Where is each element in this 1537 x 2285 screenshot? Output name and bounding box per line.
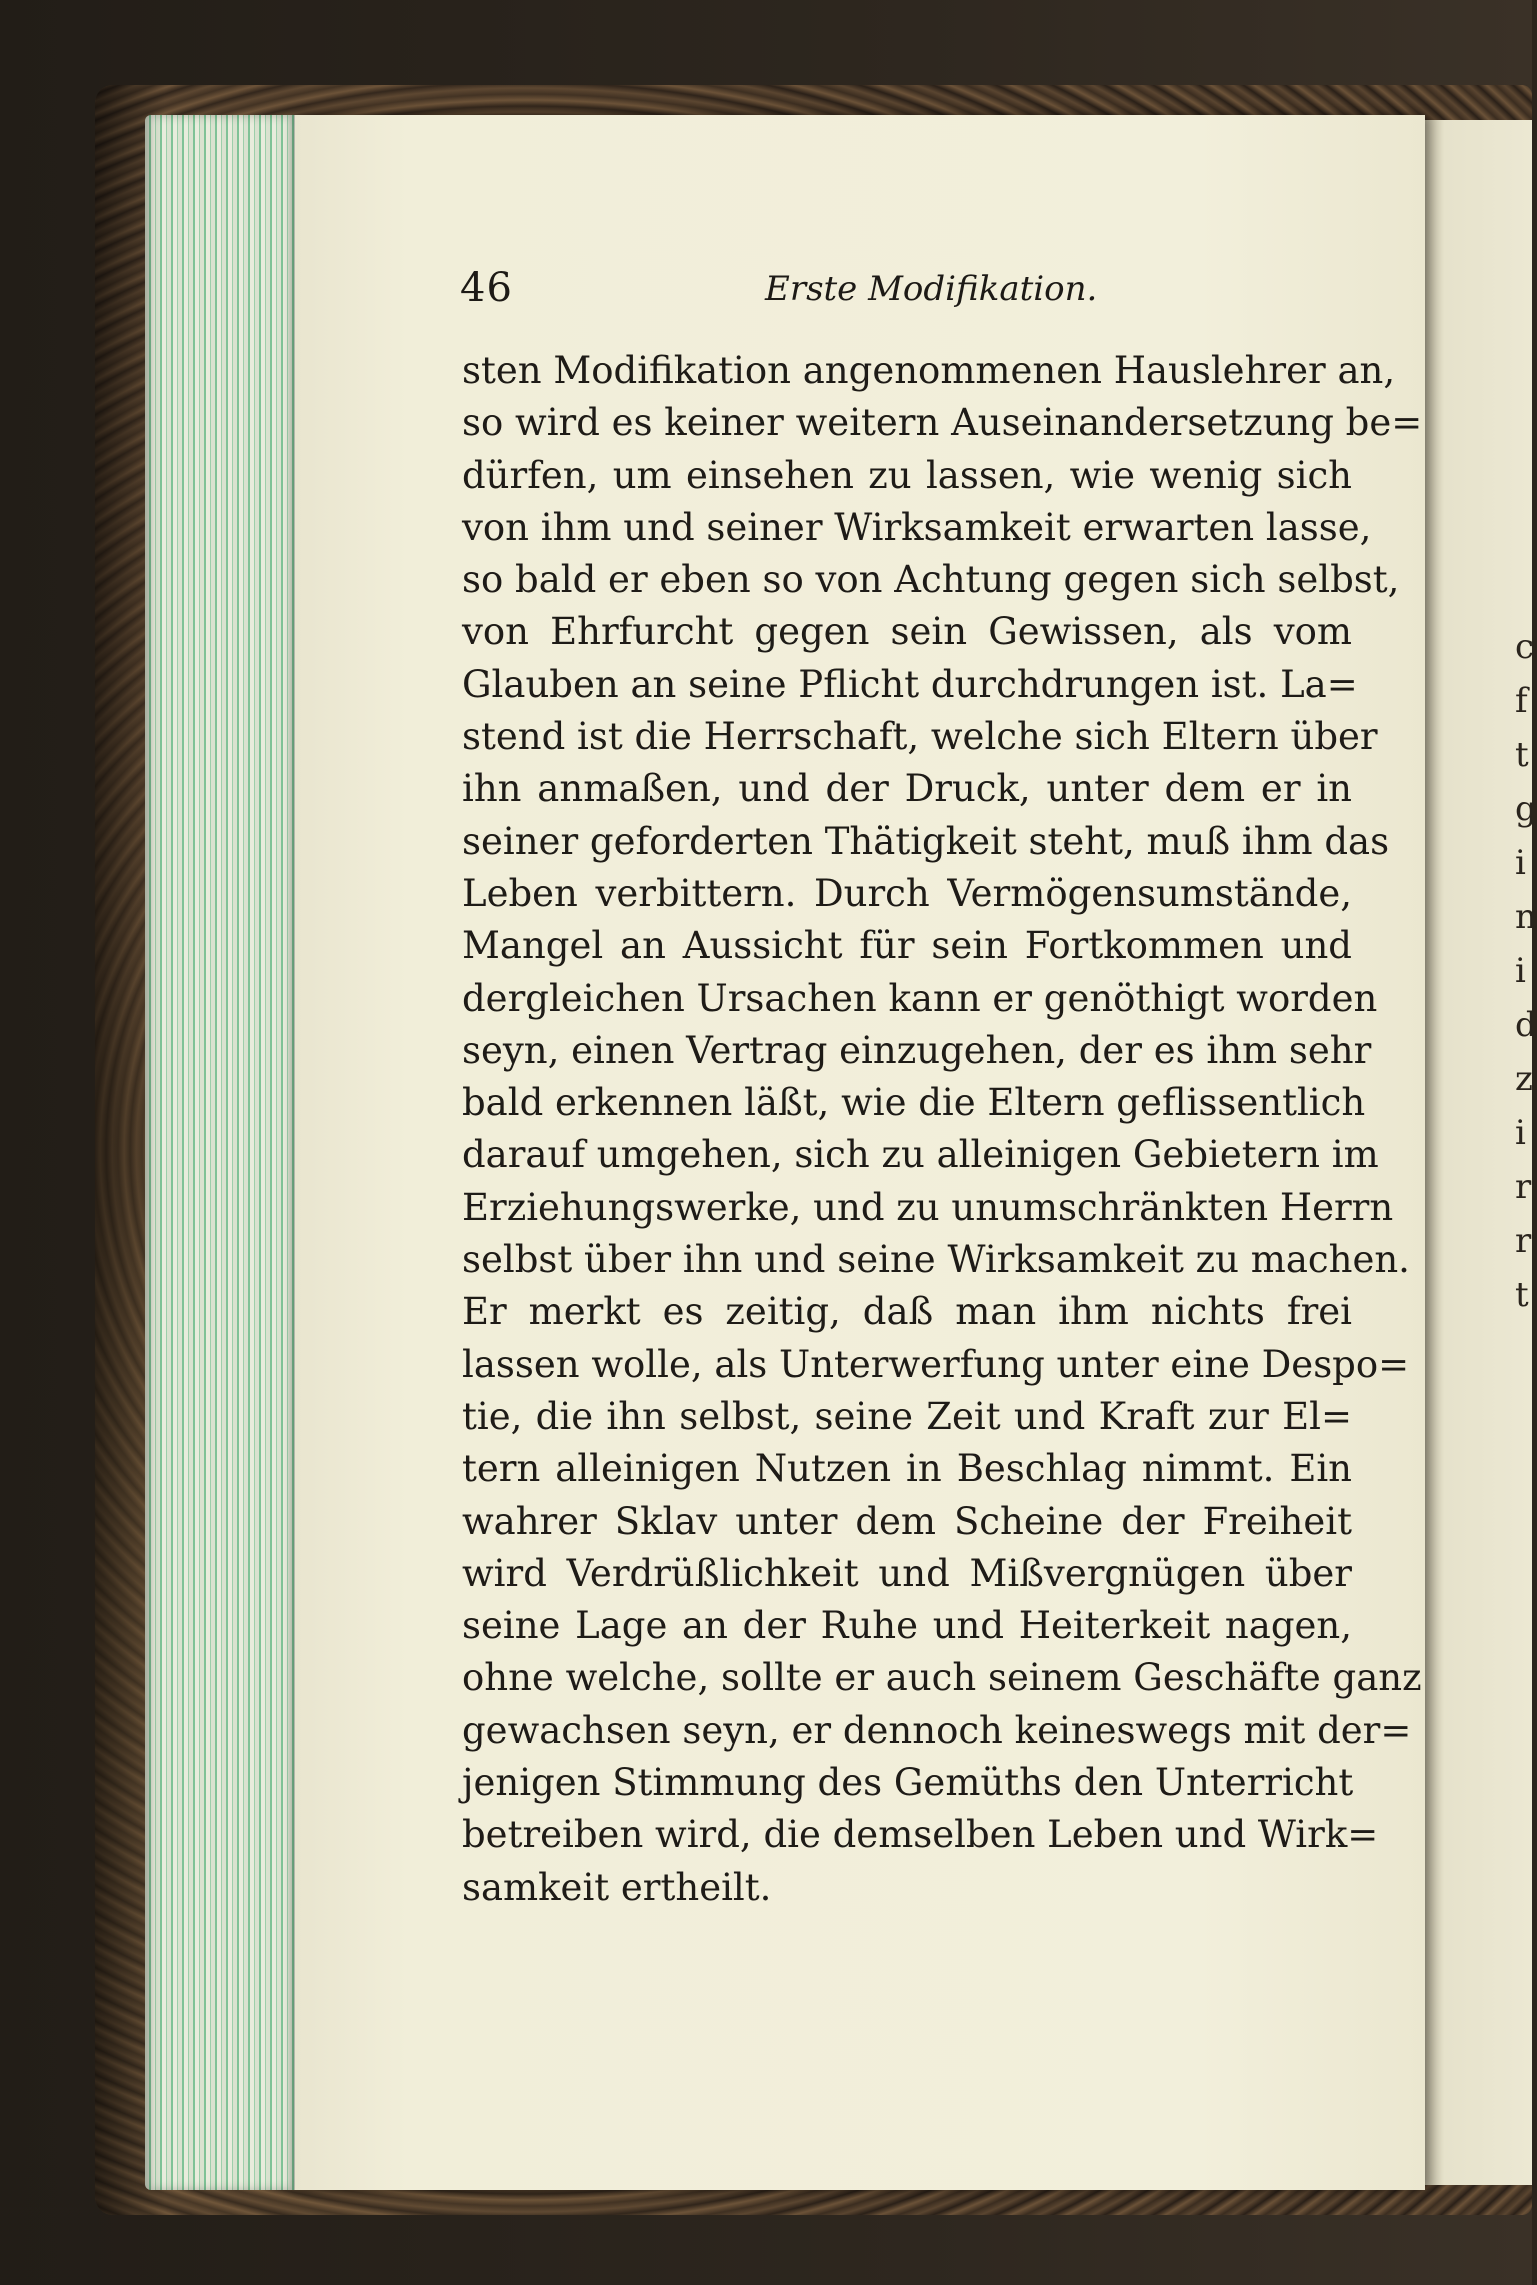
text-line: so bald er eben so von Achtung gegen sich selbst, <box>462 558 1400 602</box>
text-line: so wird es keiner weitern Auseinandersetzung be= <box>462 401 1423 445</box>
text-line: Er merkt es zeitig, daß man ihm nichts frei <box>462 1290 1352 1334</box>
text-line: dergleichen Ursachen kann er genöthigt worden <box>462 976 1378 1020</box>
text-line: jenigen Stimmung des Gemüths den Unterricht <box>462 1761 1354 1805</box>
text-line: wahrer Sklav unter dem Scheine der Freiheit <box>462 1499 1352 1543</box>
text-line: von ihm und seiner Wirksamkeit erwarten lasse, <box>462 505 1372 549</box>
text-line: Erziehungswerke, und zu unumschränkten Herrn <box>462 1185 1394 1229</box>
text-line: seyn, einen Vertrag einzugehen, der es ihm sehr <box>462 1028 1372 1072</box>
text-line: dürfen, um einsehen zu lassen, wie wenig sich <box>462 453 1352 497</box>
text-line: sten Modifikation angenommenen Hauslehrer an, <box>462 349 1396 392</box>
text-line: wird Verdrüßlichkeit und Mißvergnügen über <box>462 1551 1352 1595</box>
text-line: samkeit ertheilt. <box>462 1865 772 1909</box>
facing-page-text-fragments: c f t g i n i d z i r r t <box>1515 627 1537 1315</box>
text-line: darauf umgehen, sich zu alleinigen Gebietern im <box>462 1133 1379 1177</box>
text-line: seiner geforderten Thätigkeit steht, muß ihm das <box>462 819 1390 863</box>
text-line: selbst über ihn und seine Wirksamkeit zu machen. <box>462 1238 1410 1282</box>
text-line: stend ist die Herrschaft, welche sich Eltern über <box>462 715 1378 759</box>
text-line: tern alleinigen Nutzen in Beschlag nimmt. Ein <box>462 1447 1352 1491</box>
text-line: ohne welche, sollte er auch seinem Geschäfte ganz <box>462 1656 1422 1700</box>
text-line: seine Lage an der Ruhe und Heiterkeit nagen, <box>462 1604 1352 1648</box>
text-line: bald erkennen läßt, wie die Eltern geflissentlich <box>462 1081 1366 1125</box>
text-line: von Ehrfurcht gegen sein Gewissen, als vom <box>462 610 1352 654</box>
page-number: 46 <box>460 265 513 311</box>
text-line: gewachsen seyn, er dennoch keineswegs mit der= <box>462 1708 1412 1752</box>
running-head: Erste Modifikation. <box>765 269 1098 309</box>
text-line: tie, die ihn selbst, seine Zeit und Kraft zur El= <box>462 1394 1352 1438</box>
text-line: ihn anmaßen, und der Druck, unter dem er in <box>462 767 1352 811</box>
text-line: Leben verbittern. Durch Vermögensumstände, <box>462 871 1352 915</box>
page-header <box>460 265 1360 325</box>
body-text <box>462 345 1423 1914</box>
text-line: Mangel an Aussicht für sein Fortkommen und <box>462 924 1352 968</box>
text-line: Glauben an seine Pflicht durchdrungen ist. La= <box>462 662 1358 706</box>
text-line: lassen wolle, als Unterwerfung unter eine Despo= <box>462 1342 1410 1386</box>
text-line: betreiben wird, die demselben Leben und Wirk= <box>462 1813 1379 1857</box>
page-edges <box>145 115 315 2190</box>
